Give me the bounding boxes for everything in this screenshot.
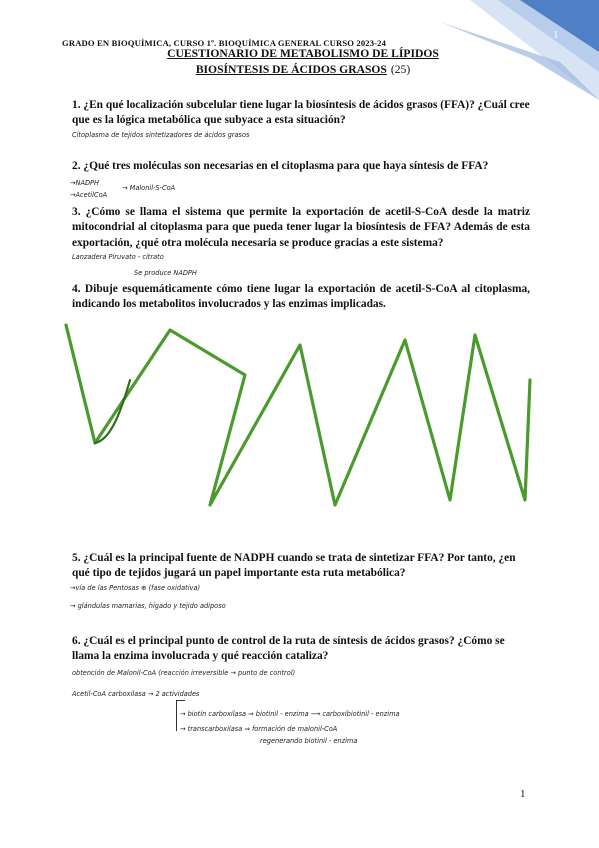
answer-6-regen: regenerando biotinil - enzima <box>260 737 358 745</box>
answer-2-acetil: →AcetilCoA <box>70 191 108 199</box>
answer-1: Citoplasma de tejidos sintetizadores de ácidos grasos <box>72 131 250 139</box>
answer-5-line1: →vía de las Pentosas ⊕ (fase oxidativa) <box>70 584 201 592</box>
answer-5-line1-text: vía de las Pentosas ⊕ (fase oxidativa) <box>75 584 201 592</box>
answer-5-line2: → glándulas mamarias, hígado y tejido adiposo <box>70 602 226 610</box>
doc-title-subject: BIOSÍNTESIS DE ÁCIDOS GRASOS <box>195 63 387 76</box>
answer-6-formacion: formación de malonil-CoA <box>251 725 338 733</box>
answer-6-trans-row: → transcarboxilasa ⇒ formación de malonil-CoA <box>180 725 338 733</box>
answer-6-carboxi: carboxibiotinil - enzima <box>322 710 400 718</box>
question-4: 4. Dibuje esquemáticamente cómo tiene lugar la exportación de acetil-S-CoA al citoplasma, indicando los metabolitos involucrados y las enzimas implicadas. <box>72 283 530 311</box>
answer-6-trans: transcarboxilasa <box>187 725 243 733</box>
answer-2-nadph-text: NADPH <box>75 179 99 187</box>
answer-6-line1: obtención de Malonil-CoA (reacción irreversible → punto de control) <box>72 669 296 677</box>
answer-2-malonil: → Malonil-S-CoA <box>122 184 176 192</box>
question-2: 2. ¿Qué tres moléculas son necesarias en el citoplasma para que haya síntesis de FFA? <box>72 160 489 172</box>
corner-page-number: 1 <box>553 29 559 41</box>
question-1: 1. ¿En qué localización subcelular tiene lugar la biosíntesis de ácidos grasos (FFA)? ¿Cuál cree que es la lógica metabólica que subyace a esta situación? <box>72 99 530 127</box>
answer-2-acetil-text: AcetilCoA <box>75 191 108 199</box>
answer-5-line2-text: glándulas mamarias, hígado y tejido adiposo <box>77 602 226 610</box>
answer-6-biotinil: biotinil - enzima <box>255 710 309 718</box>
page-number: 1 <box>520 788 526 800</box>
answer-2-nadph: →NADPH <box>70 179 99 187</box>
answer-6-line2: Acetil-CoA carboxilasa → 2 actividades <box>72 690 200 698</box>
answer-3-line2: Se produce NADPH <box>134 269 197 277</box>
answer-6-biotin: biotín carboxilasa <box>187 710 247 718</box>
doc-title-line1: CUESTIONARIO DE METABOLISMO DE LÍPIDOS <box>167 47 439 60</box>
question-6: 6. ¿Cuál es el principal punto de control de la ruta de síntesis de ácidos grasos? ¿Cómo se llama la enzima involucrada y qué reacción cataliza? <box>72 635 505 663</box>
question-3: 3. ¿Cómo se llama el sistema que permite la exportación de acetil-S-CoA desde la matriz mitocondrial al citoplasma para que pueda tener lugar la biosíntesis de FFA? Además de esta exportación, ¿qué otra molécula necesaria se produce gracias a este sistema? <box>72 206 530 249</box>
doc-title-count: (25) <box>390 63 411 76</box>
course-header: GRADO EN BIOQUÍMICA, CURSO 1º. BIOQUÍMICA GENERAL CURSO 2023-24 <box>62 38 387 48</box>
answer-6-enzyme: Acetil-CoA carboxilasa <box>72 690 146 698</box>
answer-6-biotin-row: → biotín carboxilasa ⇒ biotinil - enzima ⟶ carboxibiotinil - enzima <box>180 710 400 718</box>
answer-6-activities: 2 actividades <box>155 690 200 698</box>
answer-2-malonil-text: Malonil-S-CoA <box>129 184 176 192</box>
question-5: 5. ¿Cuál es la principal fuente de NADPH cuando se trata de sintetizar FFA? Por tanto, ¿en qué tipo de tejidos jugará un papel importante esta ruta metabólica? <box>72 552 516 580</box>
answer-3-line1: Lanzadera Piruvato - citrato <box>72 253 164 261</box>
